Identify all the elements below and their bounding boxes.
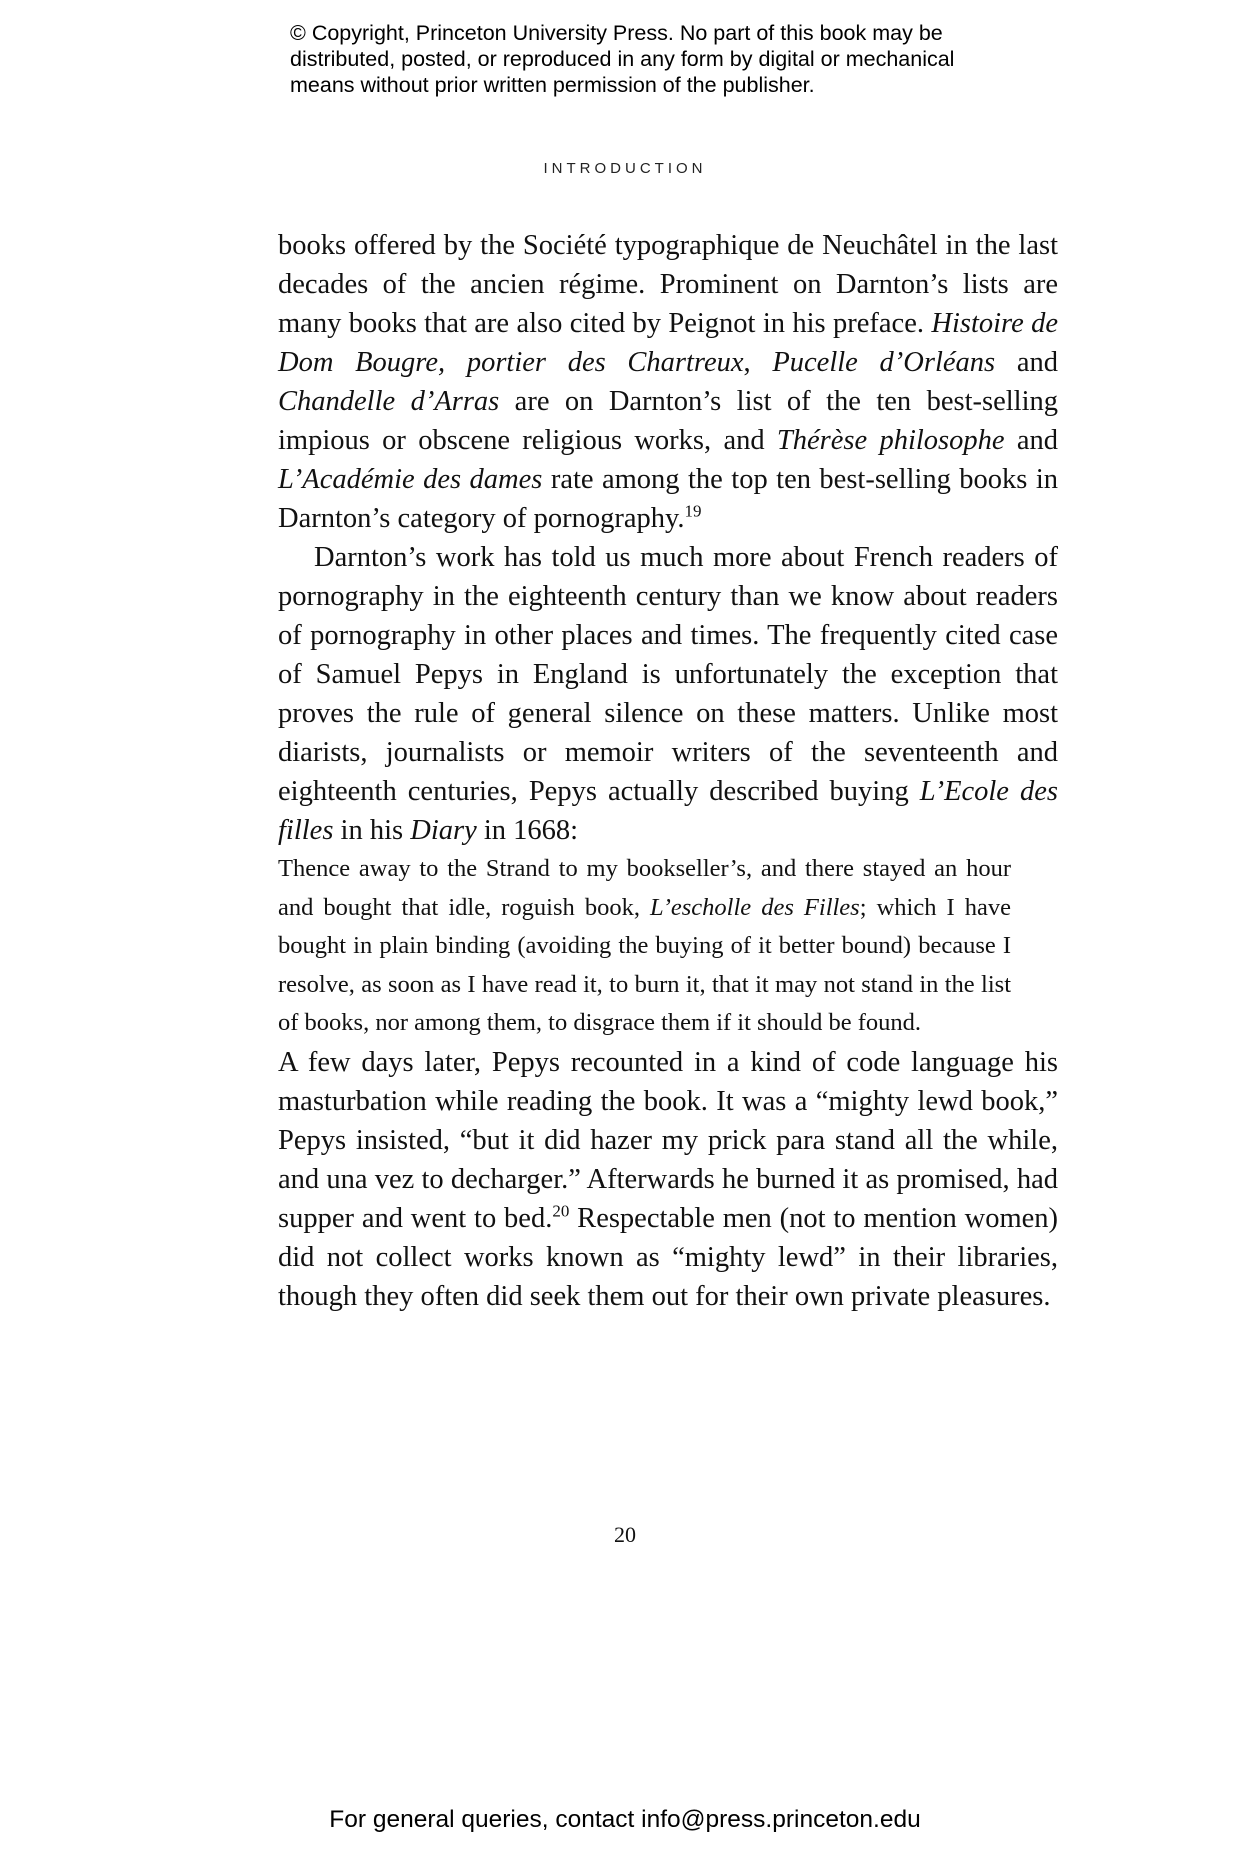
- paragraph: [278, 538, 1058, 850]
- text-run: and: [995, 347, 1058, 378]
- text-run: ; which I have bought in plain binding (avoiding the buying of it better bound) because I resolve, as soon as I have read it, to burn it, that it may not stand in the list of books, nor among them, to disgrace them if it should be found.: [278, 893, 1011, 1036]
- paragraph: [278, 1043, 1058, 1316]
- text-run: ,: [743, 347, 773, 378]
- page-body: [278, 226, 1058, 1316]
- footer-contact: For general queries, contact info@press.princeton.edu: [329, 1806, 921, 1833]
- text-run: Respectable men (not to mention women) did not collect works known as “mighty lewd” in their libraries, though they often did seek them out for their own private pleasures.: [278, 1202, 1059, 1312]
- book-title: Thérèse philosophe: [776, 425, 1005, 456]
- copyright-line: means without prior written permission of the publisher.: [290, 73, 815, 97]
- copyright-notice: [290, 20, 1050, 98]
- book-title: L’Ecole des filles: [278, 776, 1059, 846]
- text-run: rate among the top ten best-selling books in Darnton’s category of pornography.: [278, 464, 1058, 534]
- paragraph: [278, 226, 1058, 538]
- book-title: Pucelle d’Orléans: [772, 347, 996, 378]
- copyright-line: © Copyright, Princeton University Press. No part of this book may be: [290, 21, 943, 45]
- book-title: Chandelle d’Arras: [278, 386, 500, 417]
- text-run: books offered by the Société typographique de Neuchâtel in the last decades of the ancien régime. Prominent on Darnton’s lists are many books that are also cited by Peignot in his preface.: [278, 230, 1058, 339]
- text-run: Darnton’s work has told us much more about French readers of pornography in the eighteenth century than we know about readers of pornography in other places and times. The frequently cited case of Samuel Pepys in England is unfortunately the exception that proves the rule of general silence on these matters. Unlike most diarists, journalists or memoir writers of the seventeenth and eighteenth centuries, Pepys actually described buying: [278, 542, 1058, 807]
- copyright-line: distributed, posted, or reproduced in any form by digital or mechanical: [290, 47, 955, 71]
- block-quote: [278, 850, 1011, 1043]
- text-run: Thence away to the Strand to my bookseller’s, and there stayed an hour and bought that idle, roguish book,: [278, 855, 1011, 921]
- text-run: and: [1004, 425, 1058, 456]
- text-run: A few days later, Pepys recounted in a kind of code language his masturbation while reading the book. It was a “mighty lewd book,” Pepys insisted, “but it did hazer my prick para stand all the while, and una vez to decharger.” Afterwards he burned it as promised, had supper and went to bed.: [278, 1046, 1058, 1234]
- text-run: in his: [333, 815, 411, 846]
- book-title: Histoire de Dom Bougre, portier des Chartreux: [278, 308, 1058, 378]
- page-number: 20: [614, 1522, 636, 1547]
- book-title: Diary: [410, 815, 477, 846]
- text-run: are on Darnton’s list of the ten best-selling impious or obscene religious works, and: [278, 386, 1058, 456]
- book-title: L’escholle des Filles: [650, 893, 860, 921]
- text-run: in 1668:: [476, 815, 579, 846]
- book-title: L’Académie des dames: [278, 464, 543, 495]
- footnote-ref: 19: [684, 501, 702, 521]
- footnote-ref: 20: [552, 1201, 570, 1220]
- running-head: INTRODUCTION: [543, 160, 707, 177]
